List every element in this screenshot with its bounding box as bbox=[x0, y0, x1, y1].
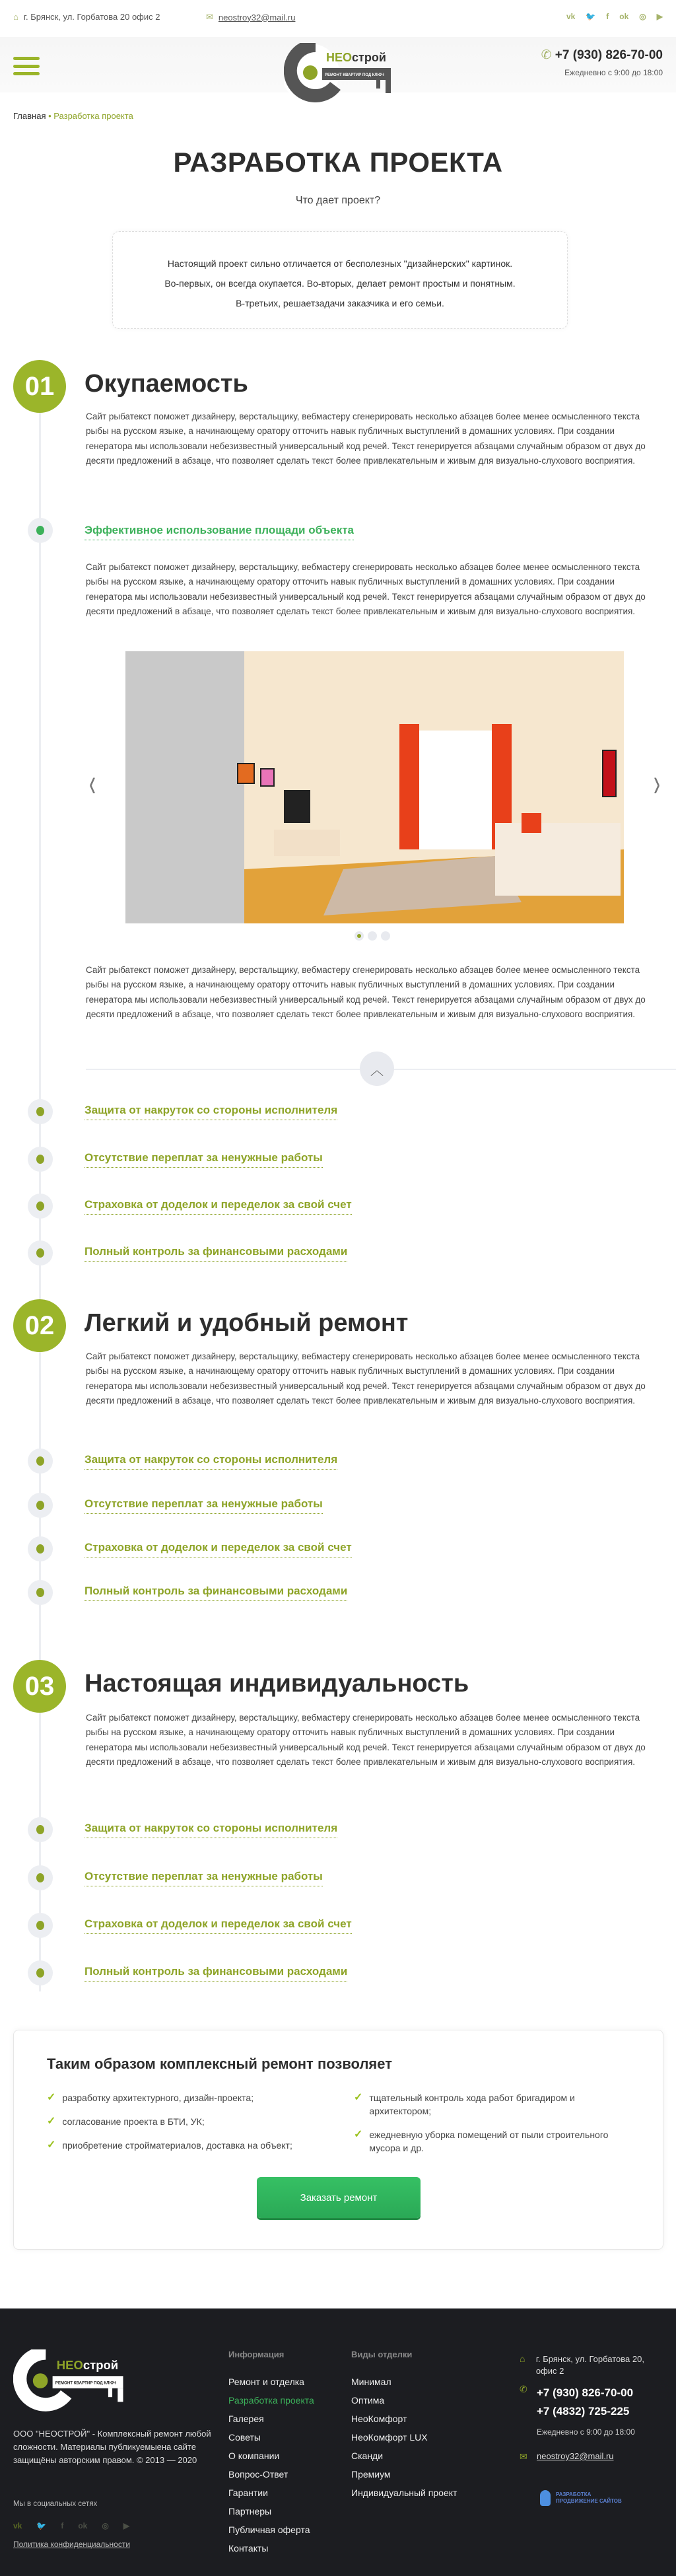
footer-contacts bbox=[520, 2353, 665, 2462]
timeline-dot-icon bbox=[28, 1580, 53, 1605]
summary-title: Таким образом комплексный ремонт позволяет bbox=[47, 2056, 392, 2072]
timeline-dot-icon bbox=[28, 1865, 53, 1890]
facebook-icon[interactable]: f bbox=[61, 2521, 64, 2530]
breadcrumb bbox=[13, 111, 133, 121]
location-pin-icon: ⌂ bbox=[13, 12, 18, 22]
footer-type-link[interactable]: НеоКомфорт LUX bbox=[351, 2432, 428, 2443]
odnoklassniki-icon[interactable]: ok bbox=[78, 2521, 88, 2530]
accordion-item[interactable]: Полный контроль за финансовыми расходами bbox=[84, 1245, 347, 1262]
intro-box bbox=[112, 231, 568, 329]
svg-text:НЕОстрой: НЕОстрой bbox=[326, 51, 386, 64]
working-hours: Ежедневно с 9:00 до 18:00 bbox=[564, 68, 663, 77]
lightbulb-icon bbox=[540, 2490, 551, 2506]
intro-line: В-третьих, решаетзадачи заказчика и его семьи. bbox=[236, 298, 444, 308]
envelope-icon: ✉ bbox=[206, 12, 213, 22]
slider-prev-button[interactable]: ‹ bbox=[88, 760, 96, 805]
order-repair-button[interactable]: Заказать ремонт bbox=[257, 2177, 421, 2218]
email-link[interactable] bbox=[206, 12, 295, 22]
check-icon: ✓ bbox=[354, 2092, 363, 2103]
accordion-item[interactable]: Полный контроль за финансовыми расходами bbox=[84, 1965, 347, 1982]
accordion-item[interactable]: Защита от накруток со стороны исполнителя bbox=[84, 1822, 337, 1838]
envelope-icon: ✉ bbox=[520, 2451, 527, 2462]
slider-dot[interactable] bbox=[368, 931, 377, 941]
accordion-text: Сайт рыбатекст поможет дизайнеру, верстальщику, вебмастеру сгенерировать несколько абзацев более менее осмысленного текста рыбы на русском языке, а начинающему оратору отточить навык публичных выступлений в домашних условиях. При создании генератора мы использовали небезизвестный универсальный код речей. Текст генерируется абзацами случайным образом от двух до десяти предложений в абзаце, что позволяет сделать текст более привлекательным и живым для визуально-слухового восприятия. bbox=[86, 562, 646, 616]
footer bbox=[0, 2308, 676, 2576]
social-title: Мы в социальных сетях bbox=[13, 2500, 98, 2508]
footer-social-links bbox=[13, 2521, 129, 2530]
youtube-icon[interactable]: ▶ bbox=[656, 12, 663, 21]
footer-info-link[interactable]: Партнеры bbox=[228, 2506, 272, 2517]
timeline-dot-icon bbox=[28, 1194, 53, 1219]
info-heading: Информация bbox=[228, 2349, 285, 2359]
check-icon: ✓ bbox=[354, 2129, 363, 2140]
timeline-dot-icon bbox=[28, 1536, 53, 1561]
accordion-item[interactable]: Отсутствие переплат за ненужные работы bbox=[84, 1151, 323, 1168]
timeline-dot-icon bbox=[28, 1449, 53, 1474]
section-title: Окупаемость bbox=[84, 370, 248, 398]
summary-box bbox=[13, 2030, 663, 2250]
footer-types-column bbox=[351, 2349, 457, 2502]
breadcrumb-separator: • bbox=[48, 111, 51, 121]
footer-info-link[interactable]: Гарантии bbox=[228, 2487, 268, 2498]
instagram-icon[interactable]: ◎ bbox=[102, 2521, 109, 2530]
list-item: ✓ ежедневную уборка помещений от пыли строительного мусора и др. bbox=[354, 2129, 609, 2153]
footer-type-link[interactable]: Минимал bbox=[351, 2377, 391, 2387]
slider-image bbox=[125, 651, 624, 923]
check-icon: ✓ bbox=[47, 2116, 56, 2127]
privacy-policy-link[interactable]: Политика конфиденциальности bbox=[13, 2540, 131, 2549]
summary-list-left bbox=[47, 2091, 318, 2163]
twitter-icon[interactable]: 🐦 bbox=[586, 12, 596, 21]
instagram-icon[interactable]: ◎ bbox=[639, 12, 646, 21]
breadcrumb-current: Разработка проекта bbox=[53, 111, 133, 121]
slider-dot[interactable] bbox=[381, 931, 390, 941]
phone-icon: ✆ bbox=[520, 2384, 527, 2394]
accordion-item[interactable]: Отсутствие переплат за ненужные работы bbox=[84, 1870, 323, 1886]
section-title: Легкий и удобный ремонт bbox=[84, 1309, 409, 1337]
header-contacts bbox=[541, 48, 663, 77]
location-pin-icon: ⌂ bbox=[520, 2353, 525, 2364]
footer-info-link[interactable]: Публичная оферта bbox=[228, 2524, 310, 2535]
timeline-dot-icon bbox=[28, 1817, 53, 1842]
timeline-dot-icon bbox=[28, 1913, 53, 1938]
address-text: г. Брянск, ул. Горбатова 20 офис 2 bbox=[23, 12, 160, 22]
section-text: Сайт рыбатекст поможет дизайнеру, верстальщику, вебмастеру сгенерировать несколько абзацев более менее осмысленного текста рыбы на русском языке, а начинающему оратору отточить навык публичных выступлений в домашних условиях. При создании генератора мы использовали небезизвестный универсальный код речей. Текст генерируется абзацами случайным образом от двух до десяти предложений в абзаце, что позволяет сделать текст более привлекательным и живым для визуально-слухового восприятия. bbox=[86, 411, 646, 466]
accordion-item[interactable]: Отсутствие переплат за ненужные работы bbox=[84, 1497, 323, 1514]
timeline-dot-icon bbox=[28, 1493, 53, 1518]
timeline-dot-icon bbox=[28, 518, 53, 543]
page-title: РАЗРАБОТКА ПРОЕКТА bbox=[173, 147, 503, 178]
vk-icon[interactable]: vk bbox=[566, 12, 576, 21]
types-heading: Виды отделки bbox=[351, 2349, 413, 2359]
list-item: ✓ разработку архитектурного, дизайн-проекта; bbox=[47, 2092, 254, 2103]
timeline-line bbox=[39, 386, 41, 1991]
accordion-item[interactable]: Страховка от доделок и переделок за свой счет bbox=[84, 1917, 352, 1934]
footer-logo[interactable] bbox=[13, 2349, 135, 2412]
footer-info-link[interactable]: Контакты bbox=[228, 2543, 269, 2554]
timeline-dot-icon bbox=[28, 1240, 53, 1266]
youtube-icon[interactable]: ▶ bbox=[123, 2521, 130, 2530]
social-links bbox=[566, 12, 663, 21]
menu-button[interactable] bbox=[13, 57, 40, 75]
odnoklassniki-icon[interactable]: ok bbox=[619, 12, 629, 21]
company-description: ООО "НЕОСТРОЙ" - Комплексный ремонт любой сложности. Материалы публикуемыена сайте защищёны авторским правом. © 2013 — 2020 bbox=[13, 2429, 211, 2465]
footer-type-link[interactable]: Сканди bbox=[351, 2451, 384, 2461]
footer-info-column bbox=[228, 2349, 314, 2558]
accordion-text: Сайт рыбатекст поможет дизайнеру, верстальщику, вебмастеру сгенерировать несколько абзацев более менее осмысленного текста рыбы на русском языке, а начинающему оратору отточить навык публичных выступлений в домашних условиях. При создании генератора мы использовали небезизвестный универсальный код речей. Текст генерируется абзацами случайным образом от двух до десяти предложений в абзаце, что позволяет сделать текст более привлекательным и живым для визуально-слухового восприятия. bbox=[86, 965, 646, 1019]
accordion-item[interactable]: Защита от накруток со стороны исполнителя bbox=[84, 1104, 337, 1120]
footer-hours: Ежедневно с 9:00 до 18:00 bbox=[537, 2427, 635, 2437]
list-item: ✓ тщательный контроль хода работ бригадиром и архитектором; bbox=[354, 2092, 575, 2116]
check-icon: ✓ bbox=[47, 2092, 56, 2103]
footer-info-link[interactable]: Вопрос-Ответ bbox=[228, 2469, 288, 2480]
svg-text:РЕМОНТ КВАРТИР ПОД КЛЮЧ: РЕМОНТ КВАРТИР ПОД КЛЮЧ bbox=[325, 73, 384, 77]
section-number-badge: 02 bbox=[13, 1299, 66, 1352]
section-number-badge: 01 bbox=[13, 360, 66, 413]
accordion-item[interactable]: Страховка от доделок и переделок за свой счет bbox=[84, 1541, 352, 1557]
footer-info-link[interactable]: Разработка проекта bbox=[228, 2395, 314, 2406]
list-item: ✓ согласование проекта в БТИ, УК; bbox=[47, 2116, 205, 2127]
email-text[interactable]: neostroy32@mail.ru bbox=[218, 12, 296, 22]
footer-phone-1[interactable]: +7 (930) 826-70-00 bbox=[537, 2386, 634, 2399]
collapse-button[interactable] bbox=[360, 1052, 394, 1086]
facebook-icon[interactable]: f bbox=[606, 12, 609, 21]
accordion-item[interactable]: Полный контроль за финансовыми расходами bbox=[84, 1585, 347, 1601]
footer-type-link[interactable]: НеоКомфорт bbox=[351, 2414, 407, 2424]
section-text: Сайт рыбатекст поможет дизайнеру, верстальщику, вебмастеру сгенерировать несколько абзацев более менее осмысленного текста рыбы на русском языке, а начинающему оратору отточить навык публичных выступлений в домашних условиях. При создании генератора мы использовали небезизвестный универсальный код речей. Текст генерируется абзацами случайным образом от двух до десяти предложений в абзаце, что позволяет сделать текст более привлекательным и живым для визуально-слухового восприятия. bbox=[86, 1351, 646, 1406]
footer-email[interactable]: neostroy32@mail.ru bbox=[537, 2451, 614, 2461]
accordion-item[interactable]: Защита от накруток со стороны исполнителя bbox=[84, 1453, 337, 1470]
timeline-dot-icon bbox=[28, 1960, 53, 1986]
footer-info-link[interactable]: О компании bbox=[228, 2451, 280, 2461]
vk-icon[interactable]: vk bbox=[13, 2521, 22, 2530]
intro-line: Во-первых, он всегда окупается. Во-вторых, делает ремонт простым и понятным. bbox=[164, 278, 516, 289]
section-title: Настоящая индивидуальность bbox=[84, 1670, 469, 1698]
developer-badge[interactable]: РАЗРАБОТКА ПРОДВИЖЕНИЕ САЙТОВ bbox=[540, 2490, 622, 2506]
top-bar bbox=[0, 0, 676, 37]
footer-phone-2[interactable]: +7 (4832) 725-225 bbox=[537, 2405, 630, 2417]
slider-pagination bbox=[355, 931, 390, 941]
svg-text:РЕМОНТ КВАРТИР ПОД КЛЮЧ: РЕМОНТ КВАРТИР ПОД КЛЮЧ bbox=[55, 2380, 117, 2386]
footer-type-link[interactable]: Индивидуальный проект bbox=[351, 2487, 457, 2498]
accordion-item-open[interactable]: Эффективное использование площади объекта bbox=[84, 524, 354, 540]
page-subtitle: Что дает проект? bbox=[295, 195, 381, 206]
footer-address: г. Брянск, ул. Горбатова 20, офис 2 bbox=[535, 2354, 644, 2376]
address bbox=[13, 12, 160, 22]
accordion-item[interactable]: Страховка от доделок и переделок за свой счет bbox=[84, 1198, 352, 1215]
footer-type-link[interactable]: Оптима bbox=[351, 2395, 385, 2406]
footer-type-link[interactable]: Премиум bbox=[351, 2469, 391, 2480]
list-item: ✓ приобретение стройматериалов, доставка на объект; bbox=[47, 2139, 292, 2151]
breadcrumb-home[interactable]: Главная bbox=[13, 111, 46, 121]
slider-next-button[interactable]: › bbox=[653, 760, 660, 805]
section-number-badge: 03 bbox=[13, 1660, 66, 1713]
footer-info-link[interactable]: Советы bbox=[228, 2432, 261, 2443]
header-phone[interactable]: ✆ +7 (930) 826-70-00 bbox=[541, 48, 663, 62]
twitter-icon[interactable]: 🐦 bbox=[36, 2521, 47, 2530]
summary-list-right bbox=[354, 2091, 611, 2165]
logo[interactable] bbox=[284, 43, 403, 102]
check-icon: ✓ bbox=[47, 2139, 56, 2151]
chevron-up-icon: ︿ bbox=[370, 1063, 384, 1078]
intro-line: Настоящий проект сильно отличается от бесполезных "дизайнерских" картинок. bbox=[167, 258, 513, 269]
timeline-dot-icon bbox=[28, 1147, 53, 1172]
footer-info-link[interactable]: Галерея bbox=[228, 2414, 264, 2424]
section-text: Сайт рыбатекст поможет дизайнеру, верстальщику, вебмастеру сгенерировать несколько абзацев более менее осмысленного текста рыбы на русском языке, а начинающему оратору отточить навык публичных выступлений в домашних условиях. При создании генератора мы использовали небезизвестный универсальный код речей. Текст генерируется абзацами случайным образом от двух до десяти предложений в абзаце, что позволяет сделать текст более привлекательным и живым для визуально-слухового восприятия. bbox=[86, 1713, 646, 1767]
footer-info-link[interactable]: Ремонт и отделка bbox=[228, 2377, 304, 2387]
timeline-dot-icon bbox=[28, 1099, 53, 1124]
svg-text:НЕОстрой: НЕОстрой bbox=[56, 2358, 119, 2373]
slider-dot[interactable] bbox=[355, 931, 364, 941]
